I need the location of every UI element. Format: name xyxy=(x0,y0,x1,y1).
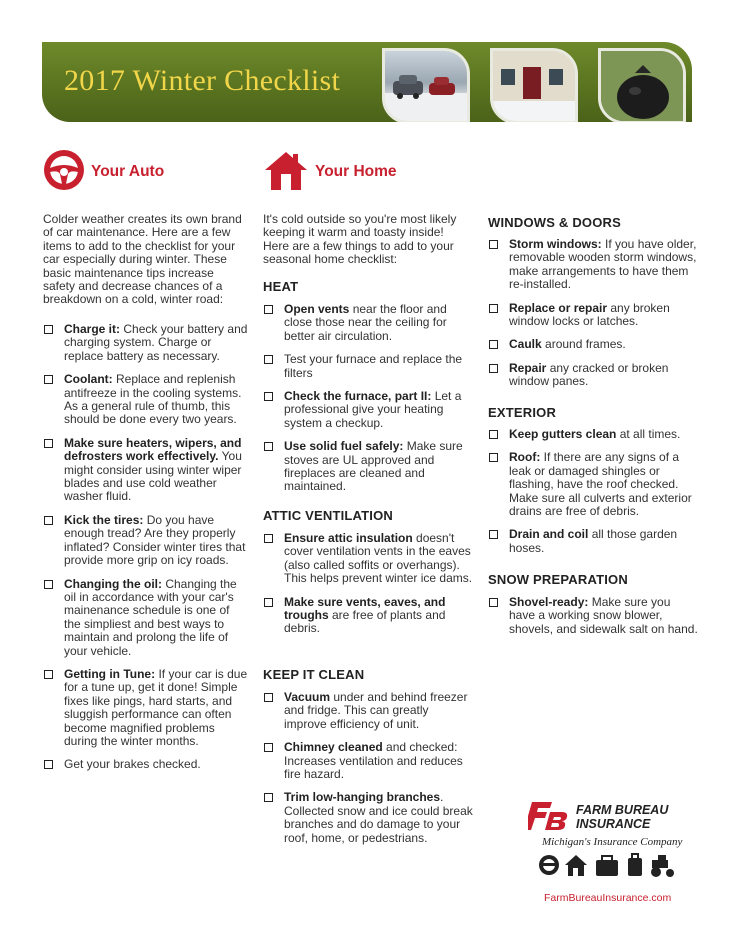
list-item: Getting in Tune: If your car is due for a tune up, get it done! Simple fixes like pings, hard starts, and sluggish performance can often become magnified problems during the winter months. xyxy=(43,668,248,748)
checkbox-icon[interactable] xyxy=(44,760,53,769)
heat-title: HEAT xyxy=(263,279,299,294)
list-item: Ensure attic insulation doesn't cover ventilation vents in the eaves (also called soffits or overhangs). This helps prevent winter ice dams. xyxy=(263,532,473,586)
farm-bureau-logo xyxy=(528,802,698,912)
exterior-title: EXTERIOR xyxy=(488,405,557,420)
home-intro: It's cold outside so you're most likely keeping it warm and toasty inside! Here are a few things to add to your seasonal home checklist: xyxy=(263,212,457,267)
snow-checklist xyxy=(488,596,698,645)
list-item: Keep gutters clean at all times. xyxy=(488,428,698,441)
attic-title: ATTIC VENTILATION xyxy=(263,508,394,523)
list-item: Test your furnace and replace the filters xyxy=(263,353,473,380)
checkbox-icon[interactable] xyxy=(489,340,498,349)
checkbox-icon[interactable] xyxy=(44,516,53,525)
list-item: Roof: If there are any signs of a leak or damaged shingles or flashing, have the roof checked. Make sure all culverts and exterior drains are free of debris. xyxy=(488,451,698,518)
list-item: Trim low-hanging branches. Collected snow and ice could break branches and do damage to your roof, home, or pedestrians. xyxy=(263,791,473,845)
attic-checklist xyxy=(263,532,473,645)
checkbox-icon[interactable] xyxy=(489,430,498,439)
brand-tagline: Michigan's Insurance Company xyxy=(542,836,683,848)
heat-checklist xyxy=(263,303,473,503)
home-heading: Your Home xyxy=(315,163,397,180)
checkbox-icon[interactable] xyxy=(44,439,53,448)
clean-checklist xyxy=(263,691,473,854)
brand-name: FARM BUREAU INSURANCE xyxy=(576,803,669,831)
checkbox-icon[interactable] xyxy=(264,355,273,364)
list-item: Make sure heaters, wipers, and defrosters work effectively. You might consider using winter wiper blades and use cold weather washer fluid. xyxy=(43,437,248,504)
checkbox-icon[interactable] xyxy=(489,530,498,539)
list-item: Check the furnace, part II: Let a professional give your heating system a checkup. xyxy=(263,390,473,430)
checkbox-icon[interactable] xyxy=(264,793,273,802)
list-item: Kick the tires: Do you have enough tread? Are they properly inflated? Consider winter tires that provide more grip on icy roads. xyxy=(43,514,248,568)
checkbox-icon[interactable] xyxy=(44,325,53,334)
house-icon xyxy=(263,150,309,192)
list-item: Charge it: Check your battery and charging system. Charge or replace battery as necessary. xyxy=(43,323,248,363)
checkbox-icon[interactable] xyxy=(264,305,273,314)
clean-title: KEEP IT CLEAN xyxy=(263,667,365,682)
photo-cars-in-snow xyxy=(382,48,470,122)
list-item: Vacuum under and behind freezer and fridge. This can greatly improve efficiency of unit. xyxy=(263,691,473,731)
steering-wheel-icon xyxy=(539,855,559,875)
list-item: Changing the oil: Changing the oil in accordance with your car's mainenance schedule is one of the simpliest and best ways to maintain and prolong the life of your vehicle. xyxy=(43,578,248,658)
checkbox-icon[interactable] xyxy=(264,743,273,752)
auto-heading: Your Auto xyxy=(91,163,165,180)
header-banner xyxy=(42,42,692,122)
list-item: Coolant: Replace and replenish antifreeze in the cooling systems. As a general rule of thumb, this should be done every two years. xyxy=(43,373,248,427)
checkbox-icon[interactable] xyxy=(264,534,273,543)
brand-icons-row xyxy=(538,852,688,878)
tractor-icon xyxy=(651,855,674,877)
fb-logo-mark-icon xyxy=(528,802,568,830)
list-item: Caulk around frames. xyxy=(488,338,698,351)
list-item: Storm windows: If you have older, removable wooden storm windows, make arrangements to have them re-installed. xyxy=(488,238,698,292)
checkbox-icon[interactable] xyxy=(44,670,53,679)
checkbox-icon[interactable] xyxy=(489,453,498,462)
exterior-checklist xyxy=(488,428,698,564)
list-item: Use solid fuel safely: Make sure stoves are UL approved and fireplaces are cleaned and maintained. xyxy=(263,440,473,494)
brand-url-link[interactable]: FarmBureauInsurance.com xyxy=(544,892,672,904)
luggage-icon xyxy=(628,854,642,876)
list-item: Replace or repair any broken window locks or latches. xyxy=(488,302,698,329)
list-item: Shovel-ready: Make sure you have a working snow blower, shovels, and sidewalk salt on hand. xyxy=(488,596,698,636)
checkbox-icon[interactable] xyxy=(489,240,498,249)
list-item: Get your brakes checked. xyxy=(43,758,248,771)
briefcase-icon xyxy=(596,856,618,876)
steering-wheel-icon xyxy=(42,148,86,192)
auto-intro: Colder weather creates its own brand of car maintenance. Here are a few items to add to the checklist for your car especially during winter. These basic maintenance tips increase safety and decrease chances of a breakdown on a cold, winter road: xyxy=(43,212,242,307)
auto-checklist xyxy=(43,323,248,781)
checkbox-icon[interactable] xyxy=(489,598,498,607)
list-item: Chimney cleaned and checked: Increases ventilation and reduces fire hazard. xyxy=(263,741,473,781)
snow-title: SNOW PREPARATION xyxy=(488,572,628,587)
checkbox-icon[interactable] xyxy=(44,375,53,384)
list-item: Open vents near the floor and close those near the ceiling for better air circulation. xyxy=(263,303,473,343)
checkbox-icon[interactable] xyxy=(44,580,53,589)
checkbox-icon[interactable] xyxy=(264,693,273,702)
page-title: 2017 Winter Checklist xyxy=(64,64,341,97)
house-icon xyxy=(565,855,587,876)
checkbox-icon[interactable] xyxy=(489,304,498,313)
checkbox-icon[interactable] xyxy=(264,598,273,607)
photo-trash-bag xyxy=(598,48,686,122)
list-item: Make sure vents, eaves, and troughs are free of plants and debris. xyxy=(263,596,473,636)
windows-checklist xyxy=(488,238,698,398)
checkbox-icon[interactable] xyxy=(489,364,498,373)
checkbox-icon[interactable] xyxy=(264,442,273,451)
windows-title: WINDOWS & DOORS xyxy=(488,215,621,230)
list-item: Repair any cracked or broken window panes. xyxy=(488,362,698,389)
photo-house-door xyxy=(490,48,578,122)
list-item: Drain and coil all those garden hoses. xyxy=(488,528,698,555)
checkbox-icon[interactable] xyxy=(264,392,273,401)
